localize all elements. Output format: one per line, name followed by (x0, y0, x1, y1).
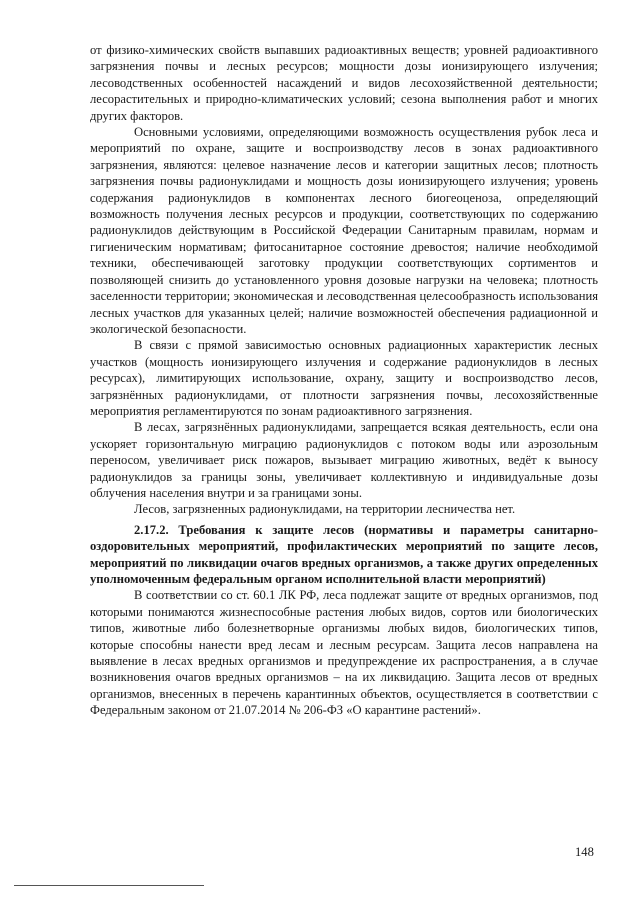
paragraph-radiation-dependence: В связи с прямой зависимостью основных радиационных характеристик лесных участков (мощность ионизирующего излучения и содержание радионуклидов в лесных ресурсах), лимитирующих использование, охрану, защиту и воспроизводство лесов, загрязнённых радионуклидами, от плотности загрязнения почвы, лесохозяйственные мероприятия регламентируются по зонам радиоактивного загрязнения. (90, 338, 598, 418)
section-heading: 2.17.2. Требования к защите лесов (нормативы и параметры санитарно-оздоровительных мероприятий, профилактических мероприятий по защите лесов, мероприятий по ликвидации очагов вредных организмов, а также других определенных уполномоченным федеральным органом исполнительной власти мероприятий) (90, 522, 598, 586)
paragraph-main-conditions: Основными условиями, определяющими возможность осуществления рубок леса и мероприятий по охране, защите и воспроизводству лесов в зонах радиоактивного загрязнения, являются: целевое назначение лесов и категории защитных лесов; плотность загрязнения почвы радионуклидами и мощность дозы ионизирующего излучения; уровень содержания радионуклидов в компонентах лесного биогеоценоза, определяющий возможность получения лесных ресурсов и продукции, соответствующих по содержанию радионуклидов действующим в Российской Федерации Санитарным правилам, нормам и гигиеническим нормативам; фитосанитарное состояние древостоя; наличие необходимой техники, обеспечивающей заготовку продукции соответствующих сортиментов и позволяющей снизить до установленного уровня дозовые нагрузки на человека; плотность заселенности территории; экономическая и лесоводственная целесообразность использования лесных участков для указанных целей; наличие возможностей обеспечения радиационной и экологической безопасности. (90, 125, 598, 336)
paragraph-continuation: от физико-химических свойств выпавших радиоактивных веществ; уровней радиоактивного загрязнения почвы и лесных ресурсов; мощности дозы ионизирующего излучения; лесоводственных особенностей насаждений и видов лесохозяйственной деятельности; лесорастительных и природно-климатических условий; сезона выполнения работ и многих других факторов. (90, 43, 598, 123)
footnote-divider (14, 885, 204, 886)
document-body (90, 42, 598, 719)
paragraph-prohibited-activity: В лесах, загрязнённых радионуклидами, запрещается всякая деятельность, если она ускоряет горизонтальную миграцию радионуклидов с потоком воды или аэрозольным переносом, увеличивает риск пожаров, вызывает миграцию животных, ведёт к выносу радионуклидов за границы зоны, увеличивает коллективную и индивидуальные дозы облучения населения внутри и за границами зоны. (90, 420, 598, 500)
page-number: 148 (575, 845, 594, 859)
paragraph-forest-protection: В соответствии со ст. 60.1 ЛК РФ, леса подлежат защите от вредных организмов, под которыми понимаются жизнеспособные растения любых видов, сортов или биологических типов, животные либо болезнетворные организмы любых видов, биологических типов, которые способны нанести вред лесам и лесным ресурсам. Защита лесов направлена на выявление в лесах вредных организмов и предупреждение их распространения, а в случае возникновения очагов вредных организмов – на их ликвидацию. Защита лесов от вредных организмов, внесенных в перечень карантинных объектов, осуществляется в соответствии с Федеральным законом от 21.07.2014 № 206-ФЗ «О карантине растений». (90, 588, 598, 718)
paragraph-no-contaminated-forests: Лесов, загрязненных радионуклидами, на территории лесничества нет. (134, 502, 516, 517)
